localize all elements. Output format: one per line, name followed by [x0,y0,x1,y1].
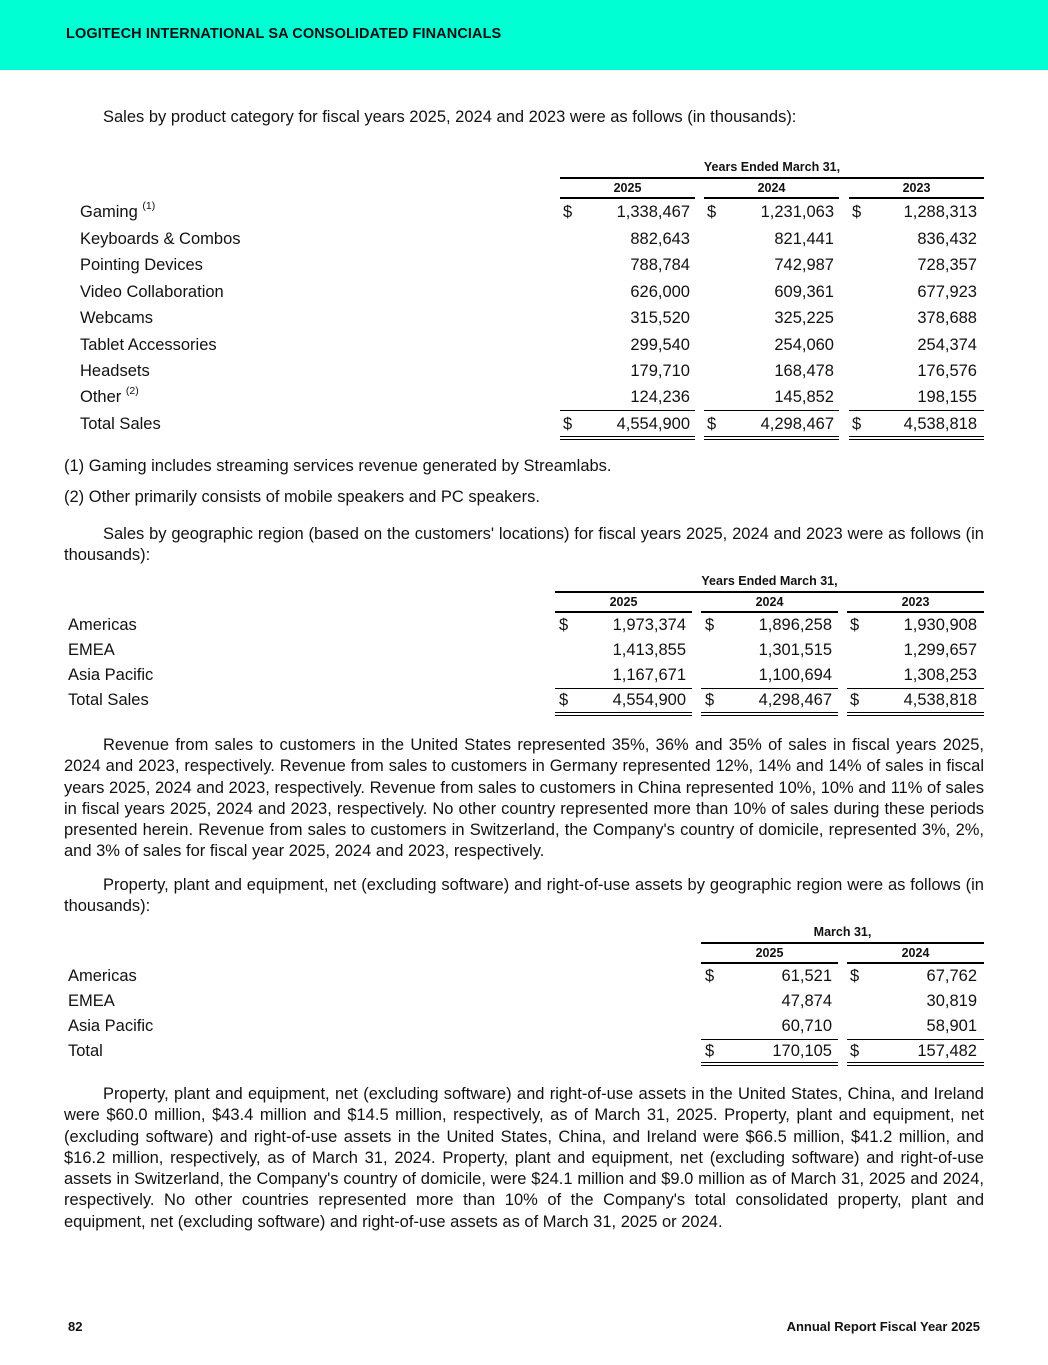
total-value: 4,298,467 [760,415,834,433]
cell-value: 1,413,855 [612,641,686,659]
currency-symbol: $ [850,967,860,985]
cell-value: 254,060 [774,336,834,354]
cell-value: 1,930,908 [903,616,977,634]
row-label: Americas [68,616,137,634]
subtotal-rule [701,688,838,689]
cell-value: 728,357 [917,256,977,274]
cell-value: 609,361 [774,283,834,301]
cell-value: 1,167,671 [612,666,686,684]
total-row-label: Total Sales [80,415,161,433]
caption-rule [560,177,984,179]
year-header: 2025 [755,946,784,960]
cell-value: 179,710 [630,362,690,380]
currency-symbol: $ [852,203,862,221]
page-number: 82 [68,1319,83,1334]
total-double-rule [701,712,838,716]
cell-value: 1,288,313 [903,203,977,221]
subtotal-rule [704,410,839,411]
year-rule [701,962,838,964]
cell-value: 742,987 [774,256,834,274]
total-row-label: Total [68,1042,103,1060]
year-header: 2025 [613,181,642,195]
cell-value: 1,301,515 [758,641,832,659]
total-value: 4,554,900 [616,415,690,433]
table-caption: Years Ended March 31, [703,160,841,174]
cell-value: 1,973,374 [612,616,686,634]
subtotal-rule [560,410,695,411]
revenue-paragraph: Revenue from sales to customers in the United States represented 35%, 36% and 35% of sales in fiscal years 2025, 2024 and 2023, respectively. Revenue from sales to customers in Germany represented 12%, 14% and 14% of sales in fiscal years 2025, 2024 and 2023, respectively. Revenue from sales to customers in China represented 10%, 10% and 11% of sales in fiscal years 2025, 2024 and 2023, respectively. No other country represented more than 10% of sales during these periods presented herein. Revenue from sales to customers in Switzerland, the Company's country of domicile, represented 3%, 2%, and 3% of sales for fiscal year 2025, 2024 and 2023, respectively. [64,736,984,861]
row-label: Keyboards & Combos [80,230,241,248]
cell-value: 315,520 [630,309,690,327]
total-value: 157,482 [917,1042,977,1060]
cell-value: 168,478 [774,362,834,380]
currency-symbol: $ [707,203,717,221]
subtotal-rule [847,688,984,689]
cell-value: 198,155 [917,388,977,406]
subtotal-rule [555,688,692,689]
currency-symbol: $ [850,691,860,709]
total-double-rule [704,436,839,440]
row-label: EMEA [68,992,115,1010]
row-label: Pointing Devices [80,256,203,274]
cell-value: 677,923 [917,283,977,301]
subtotal-rule [701,1039,838,1040]
caption-rule [701,942,984,944]
currency-symbol: $ [559,616,569,634]
cell-value: 836,432 [917,230,977,248]
row-label: Asia Pacific [68,1017,154,1035]
currency-symbol: $ [705,691,715,709]
footnote-2: (2) Other primarily consists of mobile speakers and PC speakers. [64,488,540,506]
cell-value: 60,710 [781,1017,832,1035]
cell-value: 67,762 [926,967,977,985]
row-label: Webcams [80,309,154,327]
total-double-rule [849,436,984,440]
intro-geo-paragraph: Sales by geographic region (based on the customers' locations) for fiscal years 2025, 2024 and 2023 were as follows (in thousands): [64,525,984,565]
row-label: Other $^{(2)}$ [80,385,139,406]
ppe-paragraph: Property, plant and equipment, net (excluding software) and right-of-use assets in the United States, China, and Ireland were $60.0 million, $43.4 million and $14.5 million, respectively, as of March 31, 2025. Property, plant and equipment, net (excluding software) and right-of-use assets in the United States, China, and Ireland were $66.5 million, $41.2 million, and $16.2 million, respectively, as of March 31, 2024. Property, plant and equipment, net (excluding software) and right-of-use assets in Switzerland, the Company's country of domicile, were $24.1 million and $9.0 million as of March 31, 2025 and 2024, respectively. No other countries represented more than 10% of the Company's total consolidated property, plant and equipment, net (excluding software) and right-of-use assets as of March 31, 2025 or 2024. [64,1085,984,1231]
cell-value: 254,374 [917,336,977,354]
currency-symbol: $ [563,415,573,433]
year-header: 2024 [901,946,930,960]
year-rule [704,197,839,199]
header-band [0,0,1048,70]
total-double-rule [560,436,695,440]
total-row-label: Total Sales [68,691,149,709]
year-rule [847,611,984,613]
currency-symbol: $ [850,1042,860,1060]
total-double-rule [847,1062,984,1066]
row-label: Tablet Accessories [80,336,217,354]
currency-symbol: $ [563,203,573,221]
total-double-rule [847,712,984,716]
header-title: LOGITECH INTERNATIONAL SA CONSOLIDATED FINANCIALS [66,26,502,42]
year-rule [701,611,838,613]
currency-symbol: $ [705,1042,715,1060]
row-label: Headsets [80,362,150,380]
row-label: Asia Pacific [68,666,154,684]
currency-symbol: $ [707,415,717,433]
cell-value: 882,643 [630,230,690,248]
intro-ppe-paragraph: Property, plant and equipment, net (excluding software) and right-of-use assets by geographic region were as follows (in thousands): [64,876,984,916]
year-rule [847,962,984,964]
caption-rule [555,591,984,593]
cell-value: 788,784 [630,256,690,274]
row-label: Gaming $^{(1)}$ [80,200,156,221]
total-double-rule [555,712,692,716]
year-header: 2024 [757,181,786,195]
cell-value: 176,576 [917,362,977,380]
year-header: 2025 [609,595,638,609]
year-rule [555,611,692,613]
currency-symbol: $ [852,415,862,433]
row-label: EMEA [68,641,115,659]
year-header: 2023 [901,595,930,609]
total-value: 4,538,818 [903,691,977,709]
cell-value: 30,819 [926,992,977,1010]
total-value: 4,554,900 [612,691,686,709]
currency-symbol: $ [850,616,860,634]
cell-value: 325,225 [774,309,834,327]
cell-value: 1,299,657 [903,641,977,659]
cell-value: 626,000 [630,283,690,301]
row-label: Video Collaboration [80,283,224,301]
report-name: Annual Report Fiscal Year 2025 [786,1319,980,1334]
cell-value: 378,688 [917,309,977,327]
cell-value: 1,896,258 [758,616,832,634]
cell-value: 124,236 [630,388,690,406]
subtotal-rule [849,410,984,411]
intro-product-paragraph: Sales by product category for fiscal years 2025, 2024 and 2023 were as follows (in thousands): [103,108,797,126]
cell-value: 145,852 [774,388,834,406]
cell-value: 1,100,694 [758,666,832,684]
cell-value: 1,338,467 [616,203,690,221]
cell-value: 47,874 [781,992,832,1010]
currency-symbol: $ [705,967,715,985]
cell-value: 1,231,063 [760,203,834,221]
total-value: 4,538,818 [903,415,977,433]
year-rule [560,197,695,199]
year-header: 2024 [755,595,784,609]
footnote-1: (1) Gaming includes streaming services revenue generated by Streamlabs. [64,457,612,475]
table-caption: March 31, [813,925,872,939]
cell-value: 58,901 [926,1017,977,1035]
subtotal-rule [847,1039,984,1040]
year-rule [849,197,984,199]
row-label: Americas [68,967,137,985]
year-header: 2023 [902,181,931,195]
cell-value: 61,521 [781,967,832,985]
cell-value: 821,441 [774,230,834,248]
total-value: 170,105 [772,1042,832,1060]
currency-symbol: $ [705,616,715,634]
cell-value: 299,540 [630,336,690,354]
total-value: 4,298,467 [758,691,832,709]
table-caption: Years Ended March 31, [701,574,838,588]
cell-value: 1,308,253 [903,666,977,684]
total-double-rule [701,1062,838,1066]
currency-symbol: $ [559,691,569,709]
